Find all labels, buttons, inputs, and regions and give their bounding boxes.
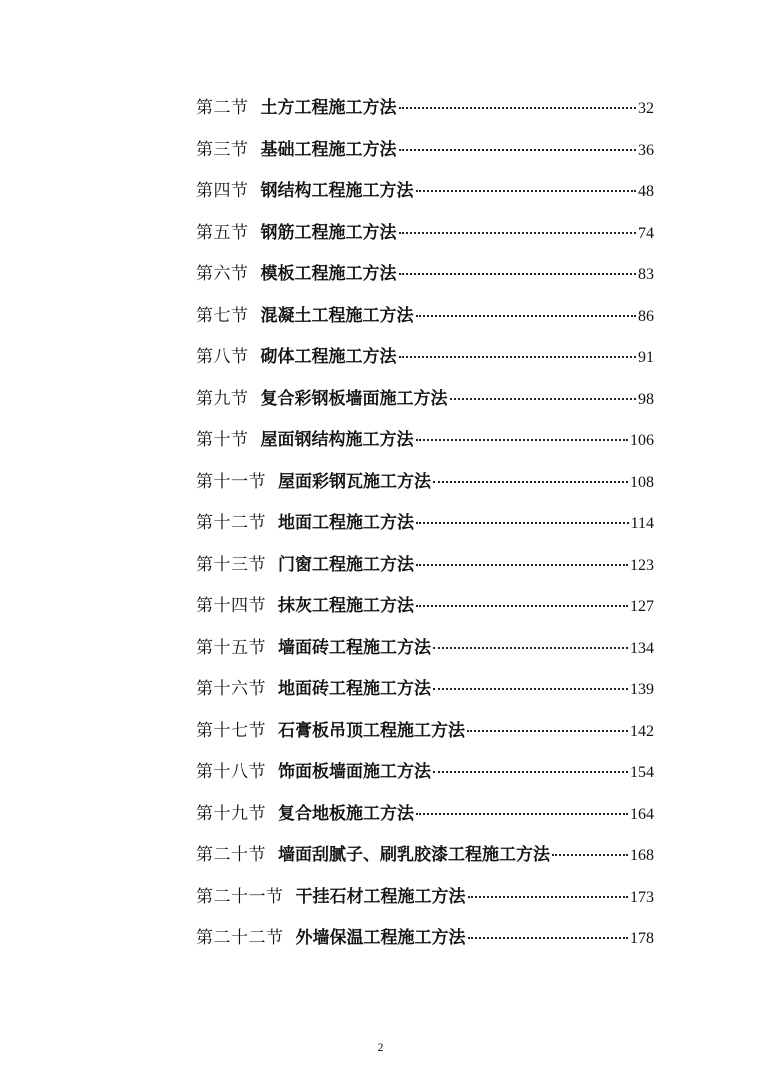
toc-section-number: 第七节: [196, 305, 249, 326]
toc-page-number: 83: [638, 266, 654, 283]
toc-entry[interactable]: [196, 171, 654, 213]
table-of-contents: [196, 88, 654, 960]
toc-entry[interactable]: [196, 420, 654, 462]
toc-section-number: 第十节: [196, 430, 249, 450]
toc-page-number: 127: [630, 598, 654, 615]
toc-section-number: 第十八节: [196, 762, 266, 782]
toc-section-number: 第六节: [196, 264, 249, 284]
toc-entry[interactable]: [196, 586, 654, 628]
toc-entry[interactable]: [196, 254, 654, 296]
toc-section-number: 第十九节: [196, 803, 266, 824]
toc-page-number: 178: [630, 930, 654, 947]
toc-title: 地面砖工程施工方法: [278, 679, 431, 699]
toc-title: 屋面彩钢瓦施工方法: [278, 471, 431, 492]
toc-page-number: 36: [638, 141, 654, 159]
toc-title: 墙面砖工程施工方法: [278, 637, 431, 658]
toc-section-number: 第十六节: [196, 679, 266, 699]
toc-page-number: 91: [638, 349, 654, 366]
toc-page-number: 108: [630, 473, 654, 491]
toc-entry[interactable]: [196, 88, 654, 130]
toc-entry[interactable]: [196, 752, 654, 794]
toc-dot-leader: [416, 605, 628, 607]
toc-dot-leader: [399, 273, 637, 275]
toc-page-number: 142: [630, 722, 654, 740]
toc-entry[interactable]: [196, 877, 654, 919]
toc-section-number: 第五节: [196, 222, 249, 243]
toc-title: 砌体工程施工方法: [260, 347, 397, 367]
toc-section-number: 第十一节: [196, 471, 266, 492]
toc-dot-leader: [433, 771, 628, 773]
toc-entry[interactable]: [196, 379, 654, 421]
toc-page-number: 154: [630, 764, 654, 781]
toc-title: 地面工程施工方法: [278, 513, 414, 533]
toc-section-number: 第十二节: [196, 513, 266, 533]
toc-entry[interactable]: [196, 794, 654, 836]
toc-entry[interactable]: [196, 628, 654, 670]
toc-title: 石膏板吊顶工程施工方法: [278, 720, 465, 741]
toc-dot-leader: [416, 813, 628, 815]
toc-dot-leader: [433, 481, 628, 483]
toc-section-number: 第十五节: [196, 637, 266, 658]
toc-entry[interactable]: [196, 545, 654, 587]
toc-title: 模板工程施工方法: [260, 264, 397, 284]
toc-title: 干挂石材工程施工方法: [295, 886, 466, 907]
toc-title: 墙面刮腻子、刷乳胶漆工程施工方法: [278, 845, 550, 865]
toc-page-number: 106: [630, 432, 654, 449]
toc-section-number: 第四节: [196, 181, 249, 201]
toc-dot-leader: [433, 647, 628, 649]
toc-page-number: 86: [638, 307, 654, 325]
toc-page-number: 139: [630, 681, 654, 698]
toc-page-number: 114: [630, 515, 654, 532]
toc-page-number: 134: [630, 639, 654, 657]
toc-title: 混凝土工程施工方法: [260, 305, 414, 326]
toc-dot-leader: [552, 854, 628, 856]
toc-dot-leader: [450, 398, 637, 400]
toc-page-number: 48: [638, 183, 654, 200]
toc-section-number: 第二十一节: [196, 886, 284, 907]
toc-title: 抹灰工程施工方法: [278, 596, 414, 616]
toc-dot-leader: [399, 356, 637, 358]
toc-dot-leader: [399, 107, 637, 109]
toc-section-number: 第三节: [196, 139, 249, 160]
toc-dot-leader: [399, 232, 637, 234]
toc-entry[interactable]: [196, 462, 654, 504]
toc-entry[interactable]: [196, 669, 654, 711]
toc-title: 外墙保温工程施工方法: [295, 928, 466, 948]
toc-section-number: 第十七节: [196, 720, 266, 741]
toc-section-number: 第二节: [196, 98, 249, 118]
toc-dot-leader: [416, 522, 629, 524]
toc-page-number: 123: [630, 556, 654, 574]
toc-title: 钢结构工程施工方法: [260, 181, 414, 201]
toc-section-number: 第十三节: [196, 554, 266, 575]
toc-entry[interactable]: [196, 918, 654, 960]
toc-section-number: 第二十节: [196, 845, 266, 865]
toc-section-number: 第二十二节: [196, 928, 284, 948]
toc-page-number: 98: [638, 390, 654, 408]
toc-dot-leader: [399, 149, 637, 151]
toc-dot-leader: [468, 937, 629, 939]
toc-dot-leader: [416, 439, 629, 441]
toc-title: 基础工程施工方法: [260, 139, 397, 160]
toc-entry[interactable]: [196, 711, 654, 753]
toc-page-number: 74: [638, 224, 654, 242]
toc-dot-leader: [416, 564, 628, 566]
toc-entry[interactable]: [196, 337, 654, 379]
toc-page-number: 173: [630, 888, 654, 906]
toc-section-number: 第八节: [196, 347, 249, 367]
toc-dot-leader: [467, 730, 628, 732]
toc-title: 门窗工程施工方法: [278, 554, 414, 575]
toc-page-number: 168: [630, 847, 654, 864]
toc-title: 钢筋工程施工方法: [260, 222, 397, 243]
toc-title: 复合地板施工方法: [278, 803, 414, 824]
toc-entry[interactable]: [196, 835, 654, 877]
toc-dot-leader: [416, 190, 637, 192]
toc-title: 复合彩钢板墙面施工方法: [260, 388, 448, 409]
toc-entry[interactable]: [196, 130, 654, 172]
toc-dot-leader: [433, 688, 628, 690]
toc-section-number: 第九节: [196, 388, 249, 409]
toc-dot-leader: [416, 315, 637, 317]
footer-page-number: 2: [377, 1040, 384, 1054]
toc-title: 土方工程施工方法: [260, 98, 397, 118]
toc-page-number: 164: [630, 805, 654, 823]
toc-dot-leader: [468, 896, 629, 898]
toc-entry[interactable]: [196, 296, 654, 338]
toc-section-number: 第十四节: [196, 596, 266, 616]
toc-title: 饰面板墙面施工方法: [278, 762, 431, 782]
toc-title: 屋面钢结构施工方法: [260, 430, 414, 450]
toc-entry[interactable]: [196, 503, 654, 545]
toc-page-number: 32: [638, 100, 654, 117]
toc-entry[interactable]: [196, 213, 654, 255]
